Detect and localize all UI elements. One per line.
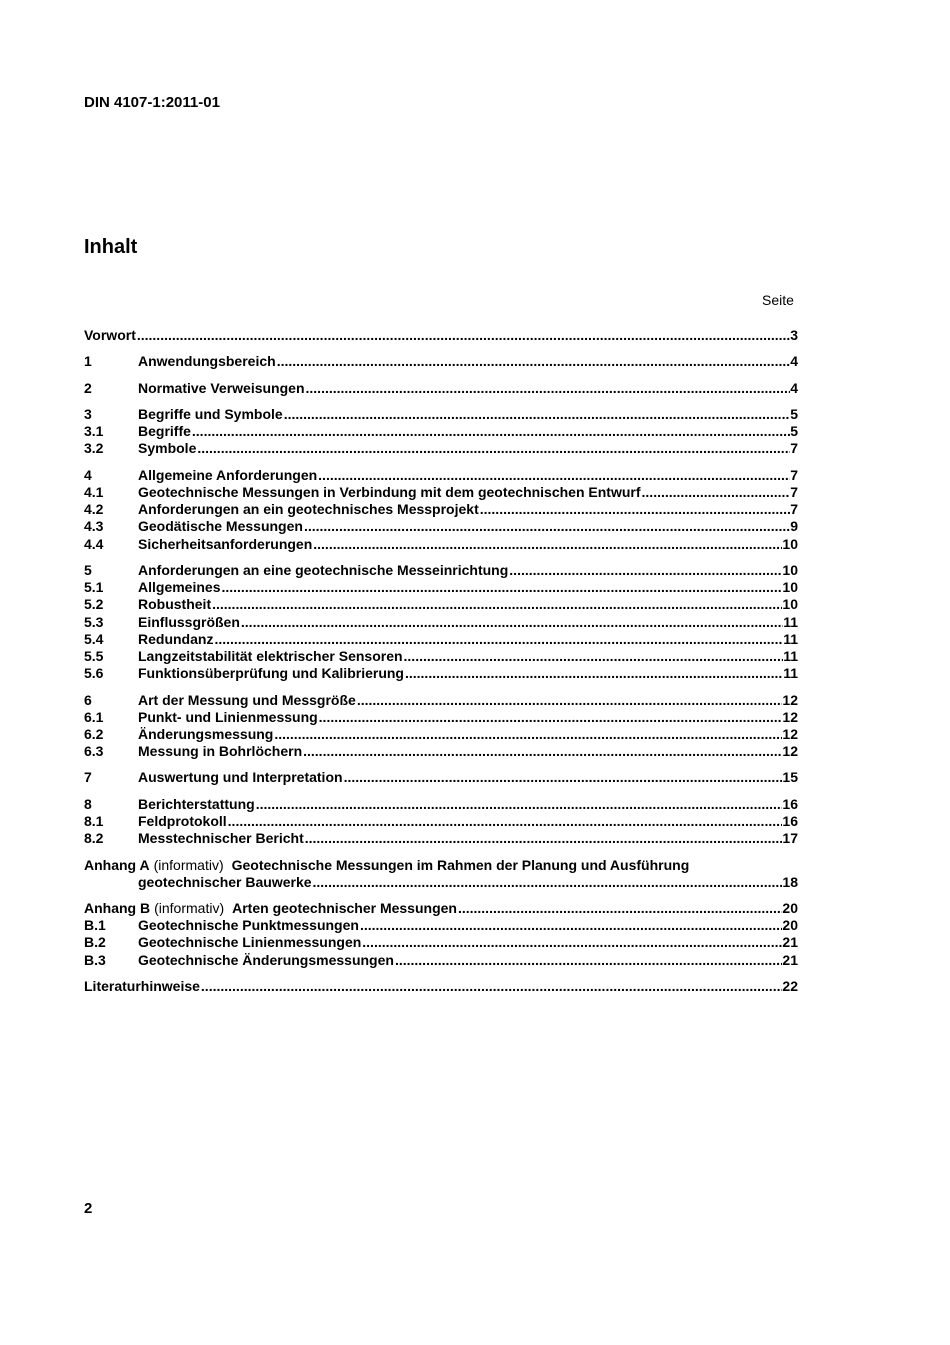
toc-number: 5.2 [84, 596, 104, 612]
toc-label: Auswertung und Interpretation [138, 769, 343, 785]
dot-leader [211, 596, 782, 613]
toc-page: 16 [782, 813, 798, 829]
toc-number: 7 [84, 769, 92, 785]
toc-number: 2 [84, 380, 92, 396]
toc-entry-7[interactable] [84, 769, 798, 786]
dot-leader [394, 952, 782, 969]
page-column-label: Seite [762, 292, 794, 308]
toc-page: 18 [782, 874, 798, 890]
toc-number: 6.2 [84, 726, 104, 742]
toc-page: 20 [782, 900, 798, 916]
toc-number: B.2 [84, 934, 106, 950]
toc-label: Anforderungen an eine geotechnische Messeinrichtung [138, 562, 509, 578]
toc-entry-3-1[interactable] [84, 423, 798, 440]
dot-leader [196, 440, 790, 457]
toc-page: 7 [790, 501, 798, 517]
toc-page: 16 [782, 796, 798, 812]
toc-number: 8.2 [84, 830, 104, 846]
toc-entry-6-2[interactable] [84, 726, 798, 743]
dot-leader [479, 501, 790, 518]
toc-page: 4 [790, 353, 798, 369]
toc-page: 7 [790, 484, 798, 500]
toc-label: Art der Messung und Messgröße [138, 692, 356, 708]
toc-number: 5.1 [84, 579, 104, 595]
toc-page: 7 [790, 467, 798, 483]
toc-number: 4 [84, 467, 92, 483]
toc-number: 6 [84, 692, 92, 708]
toc-entry-5-4[interactable] [84, 631, 798, 648]
toc-page: 7 [790, 440, 798, 456]
toc-label: Geotechnische Messungen in Verbindung mit dem geotechnischen Entwurf [138, 484, 641, 500]
dot-leader [312, 874, 783, 891]
toc-number: 8 [84, 796, 92, 812]
toc-label: Langzeitstabilität elektrischer Sensoren [138, 648, 403, 664]
dot-leader [240, 614, 783, 631]
toc-page: 3 [790, 327, 798, 343]
toc-entry-vorwort[interactable] [84, 327, 798, 344]
dot-leader [191, 423, 790, 440]
dot-leader [404, 665, 783, 682]
toc-entry-5-3[interactable] [84, 614, 798, 631]
toc-entry-6-3[interactable] [84, 743, 798, 760]
document-id: DIN 4107-1:2011-01 [84, 94, 220, 111]
toc-entry-5-2[interactable] [84, 596, 798, 613]
annex-prefix: Anhang A [84, 857, 150, 873]
toc-number: 3 [84, 406, 92, 422]
toc-entry-b-2[interactable] [84, 934, 798, 951]
toc-label: Berichterstattung [138, 796, 255, 812]
toc-number: B.1 [84, 917, 106, 933]
toc-page: 5 [790, 423, 798, 439]
toc-label: Punkt- und Linienmessung [138, 709, 318, 725]
toc-number: 5.6 [84, 665, 104, 681]
toc-label: Feldprotokoll [138, 813, 227, 829]
toc-label: Symbole [138, 440, 197, 456]
toc-number: 8.1 [84, 813, 104, 829]
toc-label: Sicherheitsanforderungen [138, 536, 313, 552]
dot-leader [213, 631, 783, 648]
dot-leader [343, 769, 783, 786]
toc-page: 10 [782, 596, 798, 612]
dot-leader [403, 648, 784, 665]
dot-leader [305, 380, 791, 397]
dot-leader [283, 406, 791, 423]
toc-label: Allgemeine Anforderungen [138, 467, 318, 483]
page-number: 2 [84, 1200, 93, 1217]
toc-label: Begriffe und Symbole [138, 406, 283, 422]
toc-label: Geotechnische Punktmessungen [138, 917, 359, 933]
toc-label: Geotechnische Linienmessungen [138, 934, 362, 950]
toc-page: 12 [782, 692, 798, 708]
toc-label: Allgemeines [138, 579, 221, 595]
toc-label: Änderungsmessung [138, 726, 274, 742]
toc-label: geotechnischer Bauwerke [138, 874, 312, 890]
toc-page: 12 [782, 709, 798, 725]
dot-leader [227, 813, 783, 830]
toc-page: 10 [782, 579, 798, 595]
dot-leader [200, 978, 783, 995]
toc-label: Anforderungen an ein geotechnisches Messprojekt [138, 501, 479, 517]
dot-leader [255, 796, 783, 813]
toc-label: Funktionsüberprüfung und Kalibrierung [138, 665, 404, 681]
toc-label: Normative Verweisungen [138, 380, 305, 396]
toc-entry-5[interactable] [84, 562, 798, 579]
toc-number: 4.4 [84, 536, 104, 552]
toc-number: 4.1 [84, 484, 104, 500]
toc-number: 5.4 [84, 631, 104, 647]
toc-number: 5 [84, 562, 92, 578]
toc-number: 6.1 [84, 709, 104, 725]
toc-page: 11 [783, 614, 798, 630]
toc-page: 5 [790, 406, 798, 422]
toc-entry-8-1[interactable] [84, 813, 798, 830]
dot-leader [361, 934, 782, 951]
toc-number: 5.5 [84, 648, 104, 664]
toc-entry-b-1[interactable] [84, 917, 798, 934]
toc-entry-5-1[interactable] [84, 579, 798, 596]
toc-number: B.3 [84, 952, 106, 968]
toc-label: Vorwort [84, 327, 136, 343]
dot-leader [318, 709, 783, 726]
toc-page: 9 [790, 518, 798, 534]
toc-page: 21 [782, 934, 798, 950]
toc-page: 21 [782, 952, 798, 968]
toc-entry-4-1[interactable] [84, 484, 798, 501]
toc-entry-3[interactable] [84, 406, 798, 423]
toc-number: 4.2 [84, 501, 104, 517]
toc-entry-anhang-b[interactable] [84, 900, 798, 917]
toc-page: 12 [782, 726, 798, 742]
toc-page: 11 [783, 648, 798, 664]
toc-entry-6-1[interactable] [84, 709, 798, 726]
toc-page: 15 [782, 769, 798, 785]
toc-label: Messtechnischer Bericht [138, 830, 304, 846]
annex-note: (informativ) [154, 900, 225, 916]
dot-leader [303, 518, 790, 535]
toc-label: Anwendungsbereich [138, 353, 276, 369]
toc-entry-4[interactable] [84, 467, 798, 484]
toc-label: Geodätische Messungen [138, 518, 303, 534]
toc-page: 12 [782, 743, 798, 759]
toc-label: Literaturhinweise [84, 978, 200, 994]
toc-number: 6.3 [84, 743, 104, 759]
toc-entry-5-5[interactable] [84, 648, 798, 665]
toc-entry-4-2[interactable] [84, 501, 798, 518]
toc-entry-b-3[interactable] [84, 952, 798, 969]
toc-entry-anhang-a[interactable] [84, 857, 798, 874]
dot-leader [273, 726, 782, 743]
toc-entry-8[interactable] [84, 796, 798, 813]
dot-leader [276, 353, 791, 370]
toc-entry-anhang-a-cont[interactable] [84, 874, 798, 891]
toc-entry-literatur[interactable] [84, 978, 798, 995]
dot-leader [508, 562, 782, 579]
toc-page: 20 [782, 917, 798, 933]
dot-leader [641, 484, 791, 501]
toc-entry-5-6[interactable] [84, 665, 798, 682]
dot-leader [302, 743, 782, 760]
toc-label: Robustheit [138, 596, 212, 612]
toc-label: Geotechnische Änderungsmessungen [138, 952, 394, 968]
toc-label: Geotechnische Messungen im Rahmen der Planung und Ausführung [231, 857, 690, 873]
annex-note: (informativ) [153, 857, 224, 873]
toc-label: Einflussgrößen [138, 614, 240, 630]
toc-entry-4-3[interactable] [84, 518, 798, 535]
dot-leader [356, 692, 783, 709]
toc-entry-1[interactable] [84, 353, 798, 370]
toc-label: Begriffe [138, 423, 191, 439]
toc-entry-2[interactable] [84, 380, 798, 397]
dot-leader [457, 900, 782, 917]
toc-label: Messung in Bohrlöchern [138, 743, 303, 759]
toc-page: 22 [782, 978, 798, 994]
toc-page: 17 [782, 830, 798, 846]
toc-page: 4 [790, 380, 798, 396]
toc-page: 10 [782, 562, 798, 578]
toc-label: Redundanz [138, 631, 214, 647]
toc-entry-3-2[interactable] [84, 440, 798, 457]
dot-leader [312, 536, 782, 553]
toc-page: 11 [783, 665, 798, 681]
dot-leader [136, 327, 790, 344]
dot-leader [317, 467, 790, 484]
toc-entry-8-2[interactable] [84, 830, 798, 847]
dot-leader [220, 579, 782, 596]
toc-number: 3.1 [84, 423, 104, 439]
page-title: Inhalt [84, 236, 138, 258]
toc-entry-6[interactable] [84, 692, 798, 709]
toc-page: 10 [782, 536, 798, 552]
toc-number: 5.3 [84, 614, 104, 630]
toc-entry-4-4[interactable] [84, 536, 798, 553]
toc-number: 3.2 [84, 440, 104, 456]
dot-leader [304, 830, 783, 847]
toc-page: 11 [783, 631, 798, 647]
dot-leader [359, 917, 782, 934]
toc-number: 1 [84, 353, 92, 369]
toc-number: 4.3 [84, 518, 104, 534]
annex-prefix: Anhang B [84, 900, 151, 916]
toc-label: Arten geotechnischer Messungen [232, 900, 457, 916]
